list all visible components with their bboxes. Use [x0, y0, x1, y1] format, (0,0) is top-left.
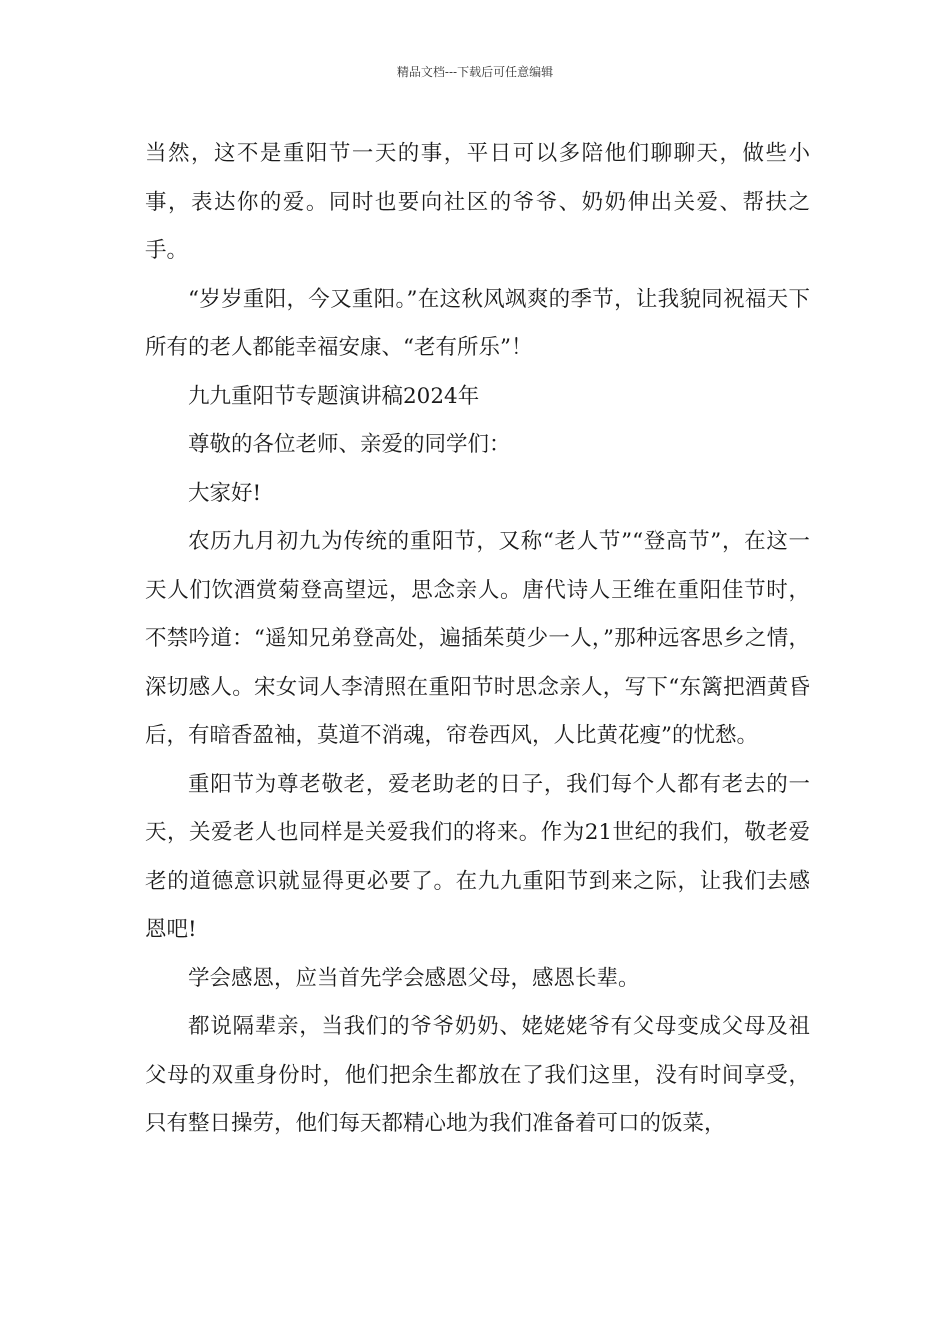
document-body: [145, 130, 810, 1149]
greeting: 大家好!: [188, 480, 262, 506]
paragraph-8: 学会感恩，应当首先学会感恩父母，感恩长辈。: [188, 965, 640, 991]
page-header: 精品文档---下载后可任意编辑: [396, 65, 554, 79]
section-title: 九九重阳节专题演讲稿2024年: [188, 383, 480, 409]
paragraph-1: 当然，这不是重阳节一天的事，平日可以多陪他们聊聊天，做些小事，表达你的爱。同时也要向社区的爷爷、奶奶伸出关爱、帮扶之手。: [145, 141, 810, 263]
salutation: 尊敬的各位老师、亲爱的同学们：: [188, 432, 511, 457]
paragraph-9: 都说隔辈亲，当我们的爷爷奶奶、姥姥姥爷有父母变成父母及祖父母的双重身份时，他们把余生都放在了我们这里，没有时间享受，只有整日操劳，他们每天都精心地为我们准备着可口的饭菜，: [145, 1014, 810, 1136]
paragraph-2: “岁岁重阳，今又重阳。”在这秋风飒爽的季节，让我貌同祝福天下所有的老人都能幸福安康、“老有所乐”！: [145, 286, 810, 360]
paragraph-6: 农历九月初九为传统的重阳节，又称“老人节”“登高节”，在这一天人们饮酒赏菊登高望远，思念亲人。唐代诗人王维在重阳佳节时，不禁吟道：“遥知兄弟登高处，遍插茱萸少一人，”那种远客思乡之情，深切感人。宋女词人李清照在重阳节时思念亲人，写下“东篱把酒黄昏后，有暗香盈袖，莫道不消魂，帘卷西风，人比黄花瘦”的忧愁。: [145, 529, 810, 748]
paragraph-7: 重阳节为尊老敬老，爱老助老的日子，我们每个人都有老去的一天，关爱老人也同样是关爱我们的将来。作为21世纪的我们，敬老爱老的道德意识就显得更必要了。在九九重阳节到来之际，让我们去感恩吧!: [145, 771, 810, 942]
